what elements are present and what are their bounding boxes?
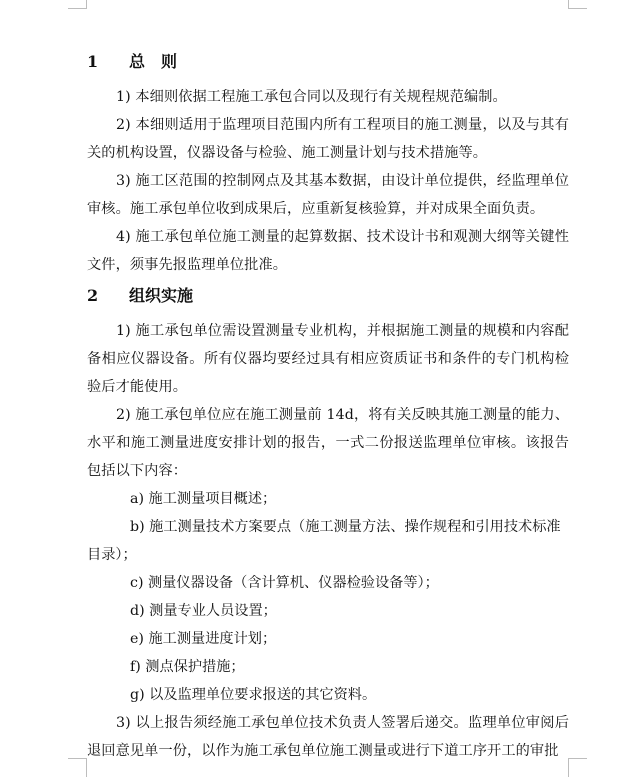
section-number: 1 bbox=[87, 52, 99, 71]
document-body bbox=[87, 48, 569, 765]
paragraph: 2) 本细则适用于监理项目范围内所有工程项目的施工测量，以及与其有关的机构设置，仪器设备与检验、施工测量计划与技术措施等。 bbox=[87, 117, 569, 161]
page-corner-mark bbox=[568, 0, 587, 9]
page-corner-mark bbox=[68, 0, 87, 9]
paragraph: 2) 施工承包单位应在施工测量前 14d，将有关反映其施工测量的能力、水平和施工测量进度安排计划的报告，一式二份报送监理单位审核。该报告包括以下内容： bbox=[87, 407, 569, 479]
section-1-heading bbox=[87, 48, 569, 76]
list-item: d) 测量专业人员设置； bbox=[130, 603, 277, 619]
section-number: 2 bbox=[87, 286, 99, 305]
section-2-heading bbox=[87, 282, 569, 310]
section-title: 总 则 bbox=[129, 52, 178, 71]
list-item: a) 施工测量项目概述； bbox=[130, 491, 277, 507]
section-title: 组织实施 bbox=[129, 286, 194, 305]
paragraph: 3) 施工区范围的控制网点及其基本数据，由设计单位提供，经监理单位审核。施工承包单位收到成果后，应重新复核验算，并对成果全面负责。 bbox=[87, 173, 569, 217]
list-item: b) 施工测量技术方案要点（施工测量方法、操作规程和引用技术标准目录）； bbox=[87, 519, 561, 563]
list-item: e) 施工测量进度计划； bbox=[130, 631, 277, 647]
paragraph: 1) 本细则依据工程施工承包合同以及现行有关规程规范编制。 bbox=[116, 89, 507, 105]
list-item: c) 测量仪器设备（含计算机、仪器检验设备等）； bbox=[130, 575, 439, 591]
paragraph: 4) 施工承包单位施工测量的起算数据、技术设计书和观测大纲等关键性文件，须事先报监理单位批准。 bbox=[87, 229, 569, 273]
paragraph: 3) 以上报告须经施工承包单位技术负责人签署后递交。监理单位审阅后退回意见单一份，以作为施工承包单位施工测量或进行下道工序开工的审批 bbox=[87, 715, 569, 759]
list-item: g) 以及监理单位要求报送的其它资料。 bbox=[130, 687, 377, 703]
list-item: f) 测点保护措施； bbox=[130, 659, 245, 675]
paragraph: 1) 施工承包单位需设置测量专业机构，并根据施工测量的规模和内容配备相应仪器设备。所有仪器均要经过具有相应资质证书和条件的专门机构检验后才能使用。 bbox=[87, 323, 569, 395]
